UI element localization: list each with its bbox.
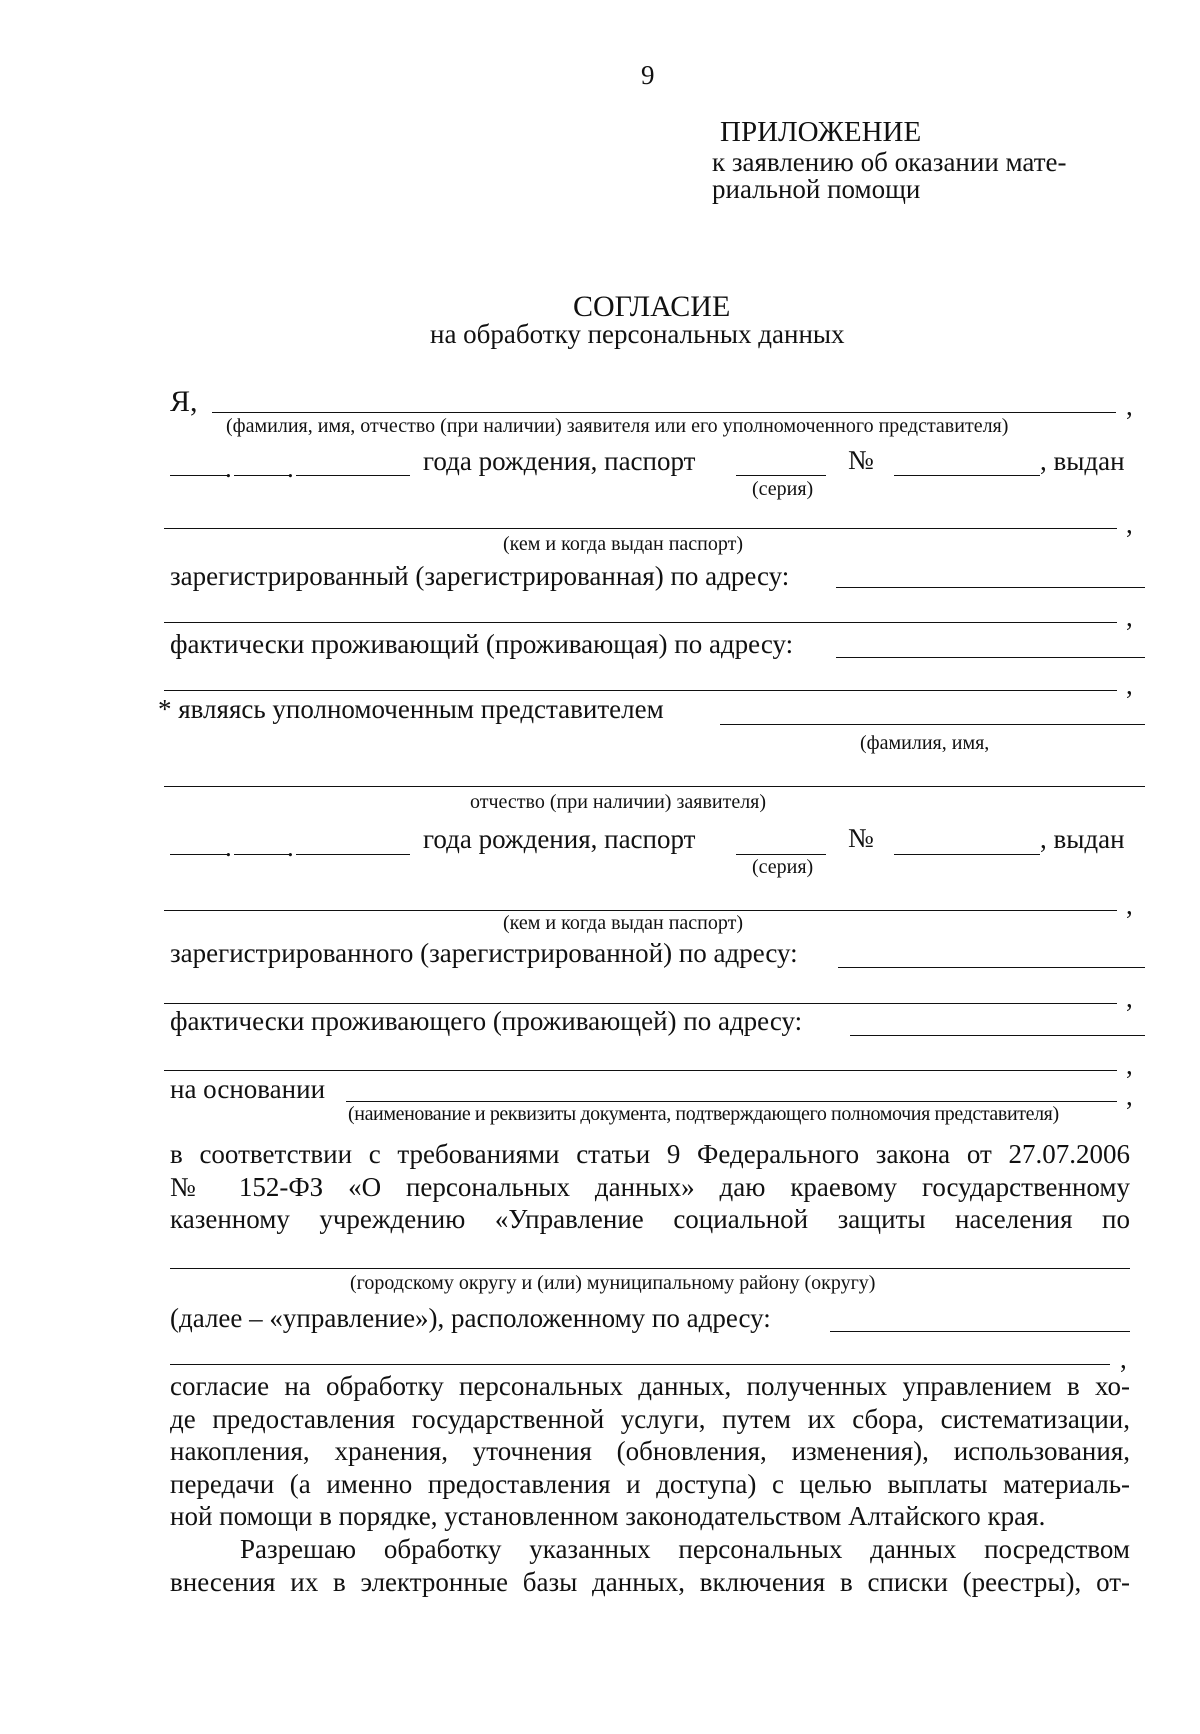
issued-by-field-line-2[interactable] [164, 910, 1117, 911]
registered-address-field-2[interactable] [164, 622, 1117, 623]
registered2-address-field-2[interactable] [164, 1003, 1117, 1004]
caption-basis: (наименование и реквизиты документа, подтверждающего полномочия представителя) [348, 1103, 1059, 1125]
registered-address-field[interactable] [836, 587, 1145, 588]
consent-paragraph-3 [170, 1533, 1130, 1598]
office-address-field-2[interactable] [170, 1364, 1110, 1365]
comma: , [1126, 509, 1133, 539]
registered2-address-field[interactable] [838, 967, 1145, 968]
passport-series-field[interactable] [736, 475, 826, 476]
issued-by-field-line[interactable] [164, 528, 1117, 529]
comma: , [1126, 670, 1133, 700]
registered2-label: зарегистрированного (зарегистрированной) по адресу: [170, 938, 798, 968]
date-dot: . [225, 453, 232, 483]
issued-label: , выдан [1040, 446, 1125, 476]
representative-name-field[interactable] [720, 724, 1145, 725]
district-field[interactable] [170, 1268, 1130, 1269]
caption-series: (серия) [752, 478, 814, 500]
comma: , [1120, 1344, 1127, 1374]
appendix-title: ПРИЛОЖЕНИЕ [720, 116, 922, 148]
paragraph-line: в соответствии с требованиями статьи 9 Федерального закона от 27.07.2006 [170, 1139, 1130, 1169]
living-address-field[interactable] [836, 657, 1145, 658]
number-sign-2: № [848, 823, 874, 853]
registered-label: зарегистрированный (зарегистрированная) по адресу: [170, 561, 790, 591]
caption-fio: (фамилия, имя, отчество (при наличии) заявителя или его уполномоченного представителя) [226, 415, 1009, 437]
page-number: 9 [641, 60, 655, 90]
living2-address-field-2[interactable] [164, 1070, 1117, 1071]
number-sign: № [848, 445, 874, 475]
living2-label: фактически проживающего (проживающей) по адресу: [170, 1006, 803, 1036]
comma: , [1126, 1081, 1133, 1111]
appendix-line-1: к заявлению об оказании мате- [712, 147, 1067, 177]
comma: , [1126, 983, 1133, 1013]
caption-name: (фамилия, имя, [860, 732, 990, 754]
birth-passport-label-2: года рождения, паспорт [423, 824, 696, 854]
birth-day-field-2[interactable] [170, 854, 228, 855]
living-label: фактически проживающий (проживающая) по адресу: [170, 629, 794, 659]
paragraph-line: передачи (а именно предоставления и доступа) с целью выплаты материаль- [170, 1468, 1130, 1499]
birth-year-field-2[interactable] [296, 854, 410, 855]
caption-issued-by: (кем и когда выдан паспорт) [503, 533, 744, 555]
birth-day-field[interactable] [170, 475, 228, 476]
paragraph-line: № 152-ФЗ «О персональных данных» даю краевому государственному [170, 1171, 1130, 1202]
paragraph-line: накопления, хранения, уточнения (обновления, изменения), использования, [170, 1436, 1130, 1467]
ya-label: Я, [170, 385, 198, 418]
paragraph-line: Разрешаю обработку указанных персональных данных посредством [240, 1534, 1130, 1564]
passport-number-field-2[interactable] [894, 854, 1040, 855]
passport-number-field[interactable] [894, 475, 1040, 476]
paragraph-line: ной помощи в порядке, установленном законодательством Алтайского края. [170, 1501, 1046, 1532]
living2-address-field[interactable] [850, 1035, 1145, 1036]
caption-series-2: (серия) [752, 856, 814, 878]
comma: , [1126, 1050, 1133, 1080]
passport-series-field-2[interactable] [736, 854, 826, 855]
caption-issued-by-2: (кем и когда выдан паспорт) [503, 912, 744, 934]
caption-district: (городскому округу и (или) муниципальному району (округу) [350, 1272, 876, 1294]
representative-name-field-2[interactable] [164, 786, 1145, 787]
birth-year-field[interactable] [296, 475, 410, 476]
date-dot: . [287, 453, 294, 483]
comma: , [1126, 602, 1133, 632]
basis-label: на основании [170, 1074, 326, 1104]
document-title: СОГЛАСИЕ [573, 290, 731, 323]
comma: , [1126, 391, 1133, 421]
document-subtitle: на обработку персональных данных [430, 319, 845, 349]
date-dot: . [225, 832, 232, 862]
birth-passport-label: года рождения, паспорт [423, 446, 696, 476]
paragraph-line: внесения их в электронные базы данных, включения в списки (реестры), от- [170, 1566, 1130, 1597]
date-dot: . [287, 832, 294, 862]
issued-label-2: , выдан [1040, 824, 1125, 854]
birth-month-field[interactable] [234, 475, 290, 476]
fio-field-line[interactable] [212, 412, 1116, 413]
comma: , [1126, 890, 1133, 920]
basis-field[interactable] [346, 1101, 1117, 1102]
paragraph-line: казенному учреждению «Управление социальной защиты населения по [170, 1204, 1130, 1235]
caption-patronymic: отчество (при наличии) заявителя) [470, 791, 767, 813]
living-address-field-2[interactable] [164, 690, 1117, 691]
birth-month-field-2[interactable] [234, 854, 290, 855]
appendix-line-2: риальной помощи [712, 174, 921, 204]
hereinafter-label: (далее – «управление»), расположенному по адресу: [170, 1303, 771, 1333]
consent-paragraph-1 [170, 1138, 1130, 1236]
consent-paragraph-2 [170, 1370, 1130, 1533]
paragraph-line: согласие на обработку персональных данных, полученных управлением в хо- [170, 1371, 1130, 1401]
office-address-field[interactable] [830, 1331, 1130, 1332]
representative-label: * являясь уполномоченным представителем [158, 694, 664, 724]
paragraph-line: де предоставления государственной услуги, путем их сбора, систематизации, [170, 1403, 1130, 1434]
